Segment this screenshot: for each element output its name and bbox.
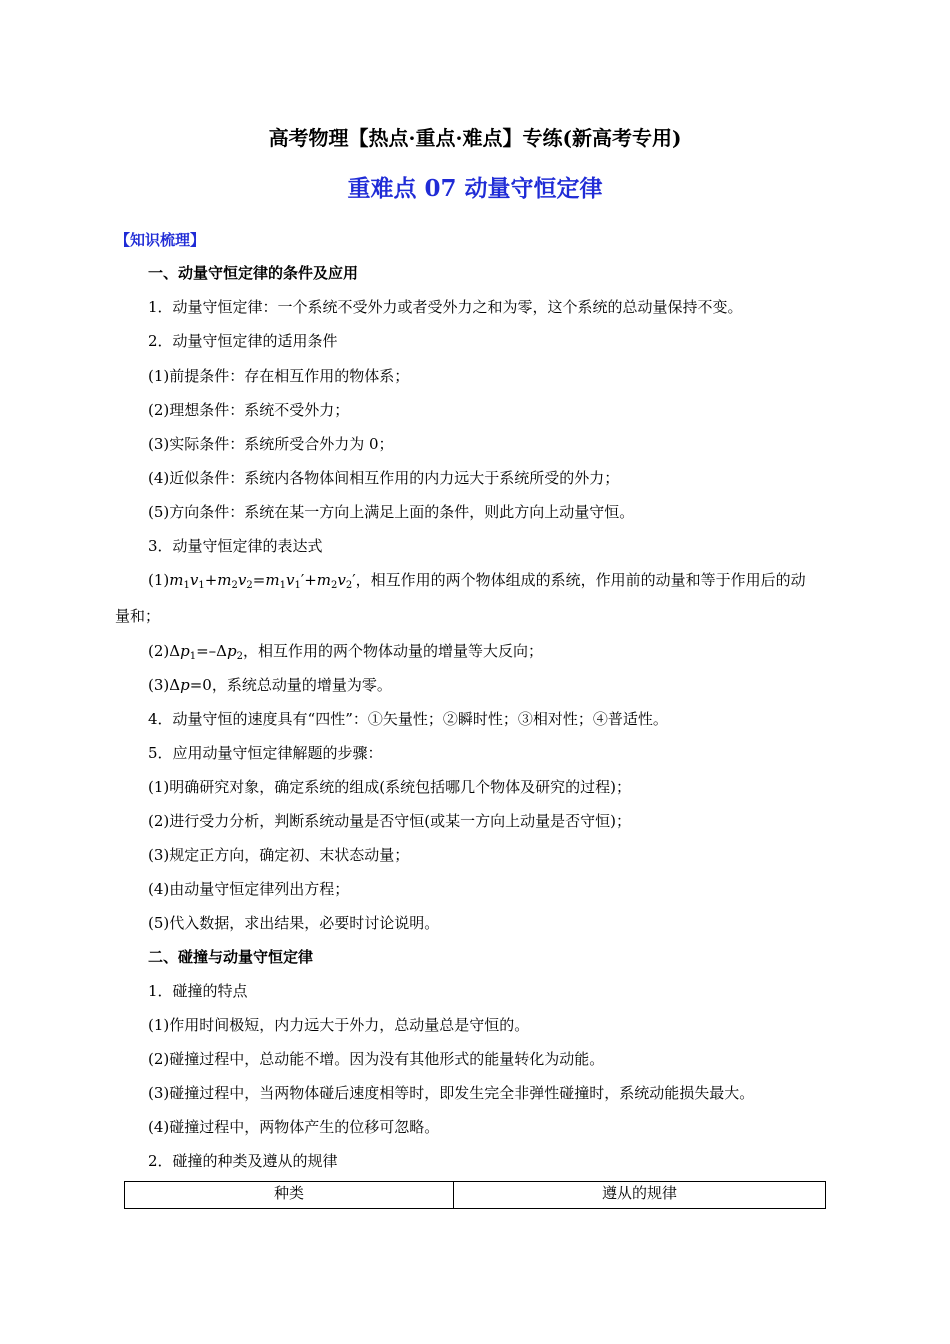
step-5: (5)代入数据，求出结果，必要时讨论说明。 bbox=[148, 914, 440, 932]
condition-2: (2)理想条件：系统不受外力； bbox=[148, 401, 350, 419]
part2-heading: 二、碰撞与动量守恒定律 bbox=[148, 948, 314, 966]
expression-2: $(2)\Delta p_1=-\Delta p_2$，相互作用的两个物体动量的增量等大反向； bbox=[148, 642, 543, 662]
part1-item2: 2．动量守恒定律的适用条件 bbox=[148, 332, 338, 350]
part2-item2: 2．碰撞的种类及遵从的规律 bbox=[148, 1152, 338, 1170]
step-3: (3)规定正方向，确定初、末状态动量； bbox=[148, 846, 410, 864]
condition-5: (5)方向条件：系统在某一方向上满足上面的条件，则此方向上动量守恒。 bbox=[148, 503, 635, 521]
table-header-rule: 遵从的规律 bbox=[454, 1182, 826, 1209]
document-subtitle: 重难点 07 动量守恒定律 bbox=[347, 175, 603, 202]
expression-1: $(1)m_1v_1+m_2v_2=m_1v_1'+m_2v_2'$，相互作用的两个物体组成的系统，作用前的动量和等于作用后的动 bbox=[148, 571, 806, 591]
feature-2: (2)碰撞过程中，总动能不增。因为没有其他形式的能量转化为动能。 bbox=[148, 1050, 605, 1068]
expression-1-continued: 量和； bbox=[115, 607, 161, 625]
step-1: (1)明确研究对象，确定系统的组成(系统包括哪几个物体及研究的过程)； bbox=[148, 778, 631, 796]
part2-item1: 1．碰撞的特点 bbox=[148, 982, 248, 1000]
collision-rules-table bbox=[124, 1181, 826, 1209]
feature-4: (4)碰撞过程中，两物体产生的位移可忽略。 bbox=[148, 1118, 440, 1136]
expression-3: (3)Δp=0，系统总动量的增量为零。 bbox=[148, 676, 392, 694]
condition-4: (4)近似条件：系统内各物体间相互作用的内力远大于系统所受的外力； bbox=[148, 469, 620, 487]
condition-3: (3)实际条件：系统所受合外力为 0； bbox=[148, 435, 394, 453]
feature-1: (1)作用时间极短，内力远大于外力，总动量总是守恒的。 bbox=[148, 1016, 530, 1034]
step-4: (4)由动量守恒定律列出方程； bbox=[148, 880, 350, 898]
section-tag: 【知识梳理】 bbox=[115, 231, 206, 249]
feature-3: (3)碰撞过程中，当两物体碰后速度相等时，即发生完全非弹性碰撞时，系统动能损失最大。 bbox=[148, 1084, 755, 1102]
step-2: (2)进行受力分析，判断系统动量是否守恒(或某一方向上动量是否守恒)； bbox=[148, 812, 631, 830]
part1-item4: 4．动量守恒的速度具有“四性”：①矢量性；②瞬时性；③相对性；④普适性。 bbox=[148, 710, 668, 728]
part1-item3: 3．动量守恒定律的表达式 bbox=[148, 537, 323, 555]
part1-item5: 5．应用动量守恒定律解题的步骤： bbox=[148, 744, 383, 762]
part1-heading: 一、动量守恒定律的条件及应用 bbox=[148, 264, 359, 282]
document-title: 高考物理【热点·重点·难点】专练(新高考专用) bbox=[268, 126, 682, 150]
table-header-row bbox=[125, 1182, 826, 1209]
condition-1: (1)前提条件：存在相互作用的物体系； bbox=[148, 367, 410, 385]
part1-item1: 1．动量守恒定律：一个系统不受外力或者受外力之和为零，这个系统的总动量保持不变。 bbox=[148, 298, 743, 316]
table-header-type: 种类 bbox=[125, 1182, 454, 1209]
